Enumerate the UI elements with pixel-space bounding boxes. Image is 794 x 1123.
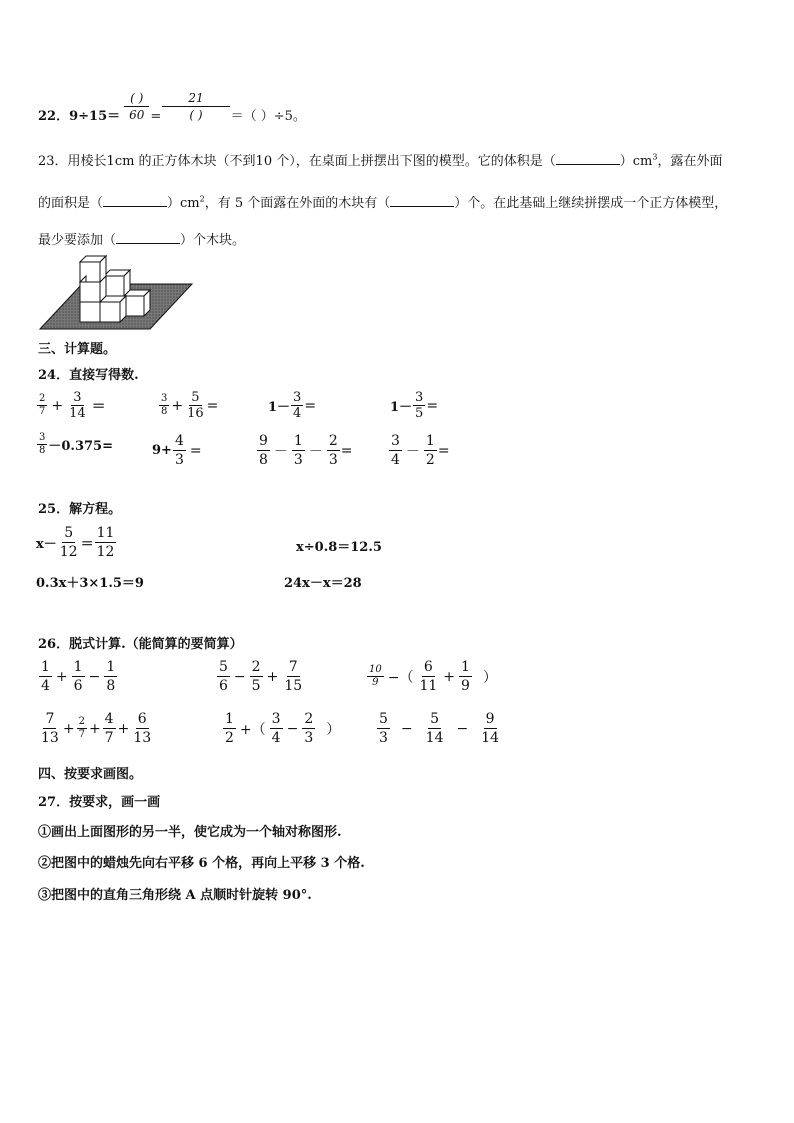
q24-item-4 [390, 390, 438, 421]
numerator: 3 [271, 711, 281, 727]
q26-expression-1 [38, 658, 118, 695]
equal: ＝ [80, 537, 94, 552]
fraction [103, 710, 116, 747]
fraction [424, 432, 437, 469]
q23-line1a: 23．用棱长1cm 的正方体木块（不到10 个），在桌面上拼摆出下图的模型。它的体积是（ [38, 154, 556, 169]
q23-sup3: 3 [652, 152, 658, 162]
numerator: 6 [423, 659, 433, 675]
q23-volume-blank[interactable] [556, 164, 620, 165]
denominator: 7 [104, 730, 114, 746]
prefix: 1－ [390, 400, 413, 415]
denominator: 9 [372, 677, 379, 688]
fraction [131, 710, 153, 747]
operator: + [51, 397, 64, 414]
prefix: 9+ [152, 443, 172, 458]
q23-line1b: ）cm [619, 154, 653, 169]
fraction [39, 710, 61, 747]
q25-equation-2: x÷0.8＝12.5 [296, 540, 382, 555]
numerator: 1 [73, 659, 83, 675]
denominator: 9 [461, 678, 470, 694]
numerator: 1 [293, 433, 303, 449]
q23-count-blank[interactable] [390, 206, 454, 207]
fraction [37, 432, 47, 457]
equal: = [437, 442, 450, 459]
fraction [479, 710, 501, 747]
q22-lhs: 22．9÷15＝ [38, 109, 121, 124]
denominator: 8 [39, 445, 46, 456]
fraction [302, 710, 315, 747]
fraction [217, 658, 230, 695]
equal: = [206, 397, 219, 414]
q24-item-5 [36, 432, 113, 457]
minus-operator: − [233, 668, 246, 685]
numerator: 3 [293, 390, 302, 405]
q26-expression-5 [222, 710, 343, 747]
numerator: 5 [191, 390, 200, 405]
q23-line-1 [38, 150, 722, 169]
operator: － [273, 443, 288, 460]
denominator: 15 [284, 678, 303, 694]
denominator: 7 [39, 406, 46, 417]
numerator: 2 [39, 393, 46, 404]
q23-line-2 [38, 192, 727, 211]
q24-item-1 [36, 390, 109, 421]
numerator: 5 [379, 711, 388, 727]
fraction [104, 658, 117, 695]
section-4-heading: 四、按要求画图。 [38, 767, 143, 782]
q23-line2a: 的面积是（ [38, 196, 104, 211]
plus-operator: + [443, 668, 456, 685]
q22-frac1-numerator: ( ) [124, 90, 149, 107]
fraction [424, 710, 446, 747]
close-paren: ） [482, 669, 497, 686]
q23-line1c: ，露在外面 [657, 154, 723, 169]
q23-line2d: ）个。在此基础上继续拼摆成一个正方体模型， [454, 196, 728, 211]
q25-equation-3: 0.3x＋3×1.5＝9 [36, 576, 144, 591]
denominator: 14 [481, 730, 500, 746]
denominator: 4 [271, 730, 281, 746]
q22-tail: ＝（ ）÷5。 [230, 109, 306, 124]
fraction [159, 393, 169, 418]
numerator: 6 [137, 711, 147, 727]
numerator: 1 [461, 659, 470, 675]
fraction [417, 658, 439, 695]
fraction [223, 710, 236, 747]
numerator: 10 [369, 664, 382, 675]
numerator: 9 [485, 711, 495, 727]
q27-step-3: ③把图中的直角三角形绕 A 点顺时针旋转 90°. [38, 888, 312, 903]
denominator: 16 [187, 406, 204, 421]
denominator: 12 [59, 544, 78, 560]
plus-operator: + [88, 720, 101, 737]
denominator: 14 [425, 730, 444, 746]
denominator: 13 [41, 730, 59, 746]
q26-expression-4 [38, 710, 154, 747]
numerator: 3 [415, 390, 424, 405]
equal: = [426, 397, 439, 414]
numerator: 2 [304, 711, 314, 727]
q23-line3a: 最少要添加（ [38, 233, 117, 248]
q23-sup2: 2 [199, 194, 205, 204]
cube-model-figure [38, 254, 194, 332]
denominator: 5 [415, 406, 424, 421]
numerator: 1 [225, 711, 234, 727]
q24-title: 24．直接写得数. [38, 368, 139, 383]
fraction [377, 710, 390, 747]
q24-item-2 [158, 390, 218, 421]
fraction [58, 524, 80, 561]
fraction [67, 390, 88, 421]
q25-equation-1 [36, 524, 117, 561]
fraction [459, 658, 472, 695]
numerator: 3 [39, 432, 46, 443]
numerator: 3 [391, 433, 400, 449]
denominator: 3 [174, 452, 184, 468]
fraction [291, 390, 303, 421]
denominator: 3 [328, 452, 338, 468]
q22-fraction-2 [162, 90, 229, 123]
numerator: 4 [104, 711, 114, 727]
q27-step-2: ②把图中的蜡烛先向右平移 6 个格，再向上平移 3 个格. [38, 856, 365, 871]
denominator: 4 [41, 678, 50, 694]
fraction [389, 432, 402, 469]
q22-frac1-denominator: 60 [129, 107, 145, 122]
numerator: 5 [430, 711, 440, 727]
equal: = [304, 397, 317, 414]
operator: － [405, 443, 420, 460]
numerator: 2 [328, 433, 338, 449]
fraction [367, 664, 384, 689]
numerator: 3 [161, 393, 168, 404]
close-paren: ） [326, 721, 341, 738]
q26-expression-3 [366, 658, 500, 695]
fraction [39, 658, 52, 695]
q23-line-3 [38, 229, 245, 248]
denominator: 14 [69, 406, 86, 421]
equal: ＝ [91, 398, 106, 415]
q22-frac2-numerator: 21 [162, 90, 229, 107]
operator: － [308, 443, 323, 460]
minus-operator: − [400, 720, 413, 737]
plus-operator: + [117, 720, 130, 737]
q24-item-3 [268, 390, 316, 421]
numerator: 1 [41, 659, 50, 675]
fraction [250, 658, 263, 695]
fraction [292, 432, 305, 469]
fraction [257, 432, 270, 469]
q22 [38, 86, 306, 126]
denominator: 8 [259, 452, 268, 468]
q23-area-blank[interactable] [103, 206, 167, 207]
fraction [282, 658, 304, 695]
denominator: 7 [78, 729, 85, 740]
denominator: 6 [219, 678, 228, 694]
q27-title: 27．按要求，画一画 [38, 795, 161, 810]
q23-add-blank[interactable] [116, 243, 180, 244]
fraction [413, 390, 425, 421]
operator: + [171, 397, 184, 414]
numerator: 2 [251, 659, 261, 675]
denominator: 3 [304, 730, 314, 746]
minus-operator: − [286, 720, 299, 737]
numerator: 2 [78, 716, 85, 727]
numerator: 1 [425, 433, 435, 449]
numerator: 7 [45, 711, 55, 727]
q24-item-7 [256, 432, 353, 469]
q26-title: 26．脱式计算.（能简算的要简算） [38, 637, 243, 652]
q26-expression-2 [216, 658, 305, 695]
equal: = [340, 442, 353, 459]
minus-operator: −（ [387, 669, 414, 686]
q24-item-8 [388, 432, 450, 469]
q27-step-1: ①画出上面图形的另一半，使它成为一个轴对称图形. [38, 825, 342, 840]
denominator: 13 [133, 730, 152, 746]
fraction [173, 432, 186, 469]
prefix: x－ [36, 537, 57, 552]
q23-line3b: ）个木块。 [180, 233, 246, 248]
numerator: 4 [174, 433, 184, 449]
fraction [77, 716, 87, 741]
plus-operator: + [266, 668, 279, 685]
q25-equation-4: 24x－x＝28 [284, 576, 362, 591]
fraction [37, 393, 47, 418]
denominator: 12 [96, 544, 115, 560]
denominator: 5 [251, 678, 261, 694]
fraction [95, 524, 117, 561]
q24-item-6 [152, 432, 205, 469]
numerator: 3 [73, 390, 82, 405]
plus-operator: + [55, 668, 68, 685]
plus-operator: + [62, 720, 75, 737]
denominator: 8 [161, 406, 168, 417]
q25-title: 25．解方程。 [38, 502, 122, 517]
prefix: 1－ [268, 400, 291, 415]
numerator: 5 [64, 525, 74, 541]
denominator: 11 [419, 678, 438, 694]
numerator: 1 [106, 659, 116, 675]
denominator: 8 [106, 678, 116, 694]
fraction [185, 390, 206, 421]
denominator: 2 [225, 730, 234, 746]
denominator: 3 [293, 452, 303, 468]
plus-open-paren: +（ [239, 721, 266, 738]
fraction [270, 710, 283, 747]
numerator: 11 [96, 525, 115, 541]
denominator: 6 [73, 678, 83, 694]
numerator: 9 [259, 433, 268, 449]
suffix: －0.375= [48, 439, 113, 454]
denominator: 3 [379, 730, 388, 746]
section-3-heading: 三、计算题。 [38, 342, 117, 357]
q23-line2c: ，有 5 个面露在外面的木块有（ [204, 196, 391, 211]
minus-operator: − [456, 720, 469, 737]
numerator: 5 [219, 659, 228, 675]
fraction [72, 658, 85, 695]
equal: = [189, 442, 202, 459]
q22-equal: ＝ [150, 110, 162, 123]
q26-expression-6 [376, 710, 502, 747]
numerator: 7 [288, 659, 298, 675]
minus-operator: − [88, 668, 101, 685]
fraction [327, 432, 340, 469]
q22-frac2-denominator: ( ) [189, 107, 203, 122]
q23-line2b: ）cm [167, 196, 200, 211]
denominator: 4 [391, 452, 400, 468]
denominator: 4 [293, 406, 302, 421]
denominator: 2 [425, 452, 435, 468]
q22-fraction-1 [124, 90, 149, 123]
